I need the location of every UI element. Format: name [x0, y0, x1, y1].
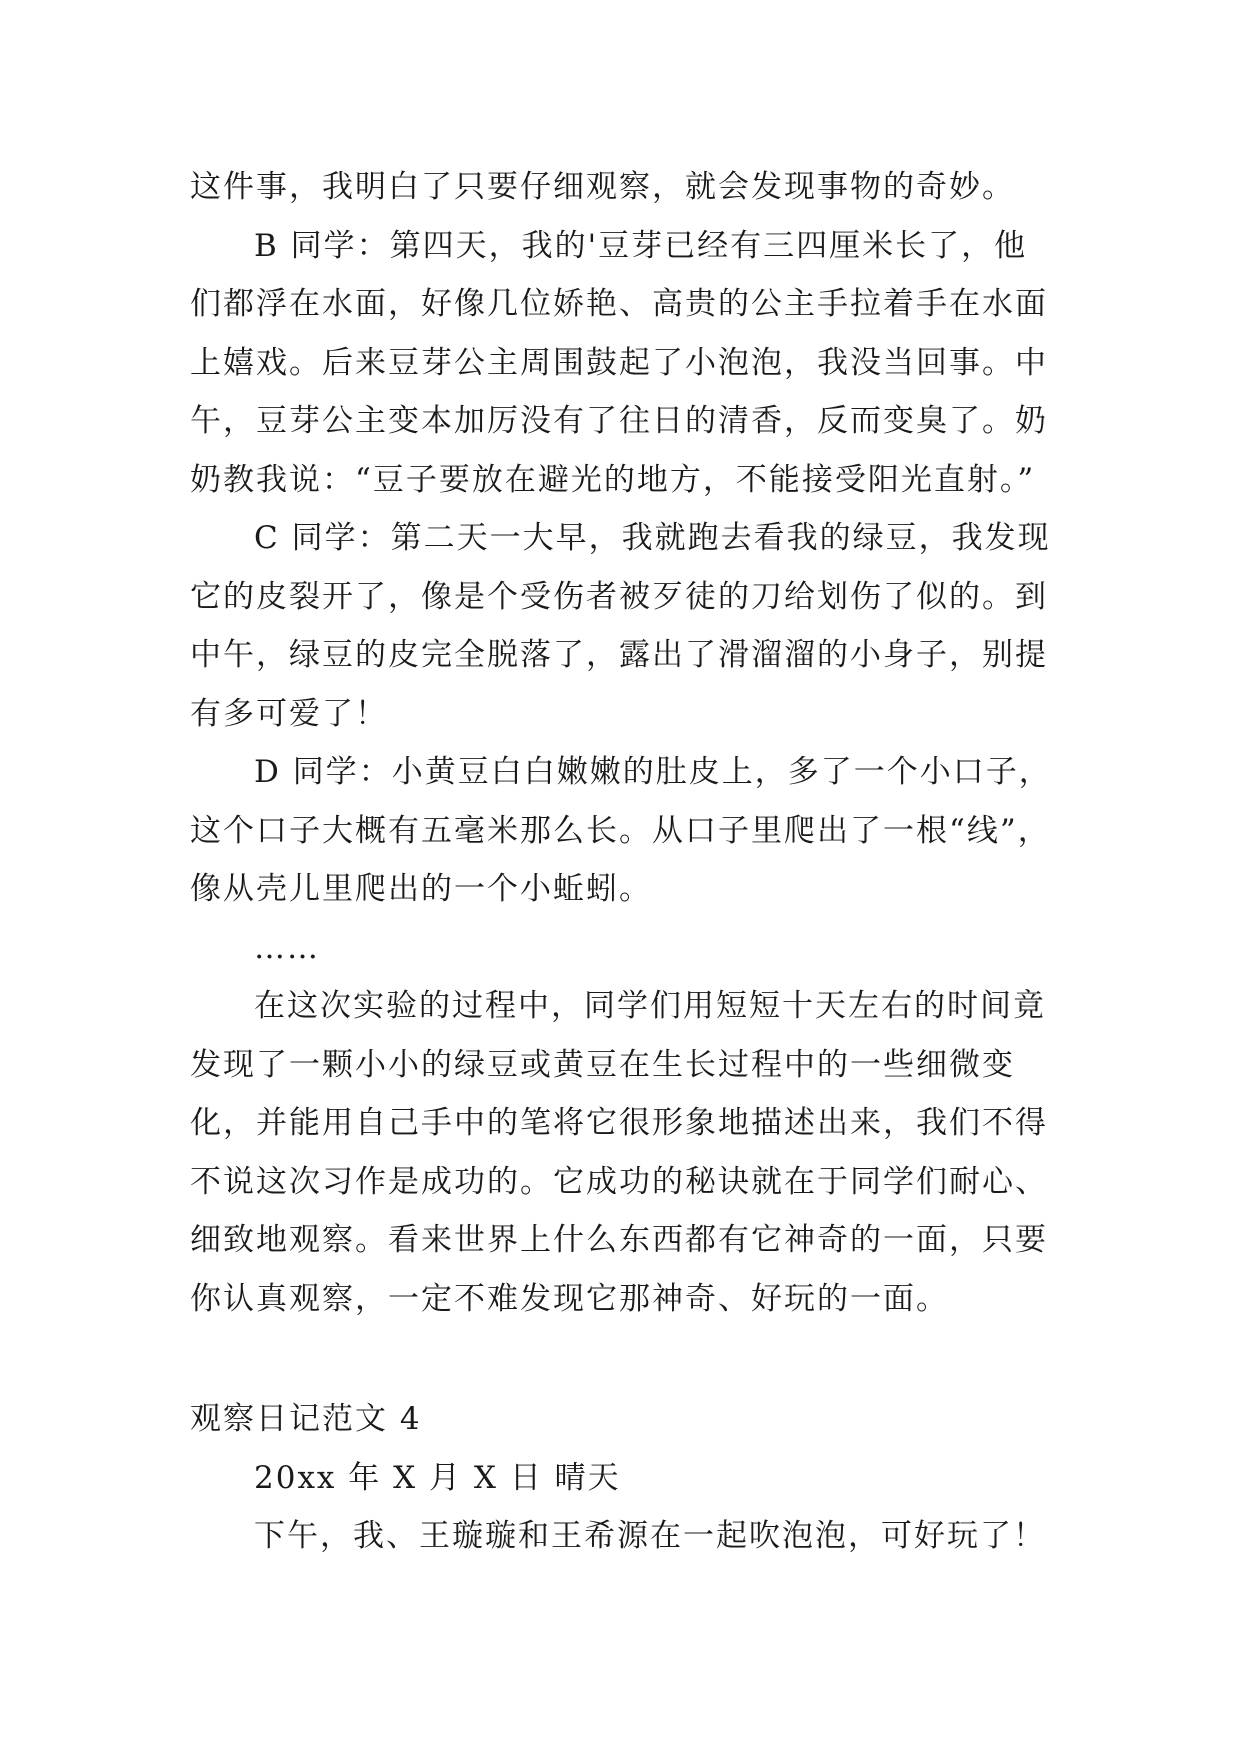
text-line: 细致地观察。看来世界上什么东西都有它神奇的一面，只要 [190, 1222, 1048, 1258]
paragraph-student-c [190, 509, 1070, 743]
section-title: 观察日记范文 4 [190, 1401, 422, 1437]
paragraph-ellipsis [190, 919, 1070, 978]
text-line: 它的皮裂开了，像是个受伤者被歹徒的刀给划伤了似的。到 [190, 578, 1048, 615]
text-line: D 同学：小黄豆白白嫩嫩的肚皮上，多了一个小口子， [254, 754, 1052, 790]
diary-first-line: 下午，我、王璇璇和王希源在一起吹泡泡，可好玩了！ [254, 1518, 1046, 1554]
text-line: 不说这次习作是成功的。它成功的秘诀就在于同学们耐心、 [190, 1163, 1048, 1200]
section-spacer [190, 1328, 1070, 1390]
text-line: 有多可爱了！ [190, 695, 388, 732]
text-line: 化，并能用自己手中的笔将它很形象地描述出来，我们不得 [190, 1105, 1048, 1141]
text-line: 们都浮在水面，好像几位娇艳、高贵的公主手拉着手在水面 [190, 286, 1048, 322]
text-line: 奶教我说：“豆子要放在避光的地方，不能接受阳光直射。” [190, 461, 1036, 498]
paragraph-student-b [190, 217, 1070, 510]
text-line: …… [254, 929, 320, 966]
text-line: C 同学：第二天一大早，我就跑去看我的绿豆，我发现 [254, 520, 1051, 556]
text-line: 这件事，我明白了只要仔细观察，就会发现事物的奇妙。 [190, 169, 1015, 205]
diary-date-line: 20xx 年 X 月 X 日 晴天 [254, 1459, 621, 1496]
text-line: 像从壳儿里爬出的一个小蚯蚓。 [190, 871, 652, 907]
text-line: 上嬉戏。后来豆芽公主周围鼓起了小泡泡，我没当回事。中 [190, 344, 1048, 381]
paragraph-student-d [190, 743, 1070, 919]
text-line: 午，豆芽公主变本加厉没有了往日的清香，反而变臭了。奶 [190, 403, 1048, 439]
text-line: 这个口子大概有五毫米那么长。从口子里爬出了一根“线”， [190, 812, 1051, 849]
text-line: B 同学：第四天，我的'豆芽已经有三四厘米长了，他 [254, 227, 1028, 264]
text-line: 在这次实验的过程中，同学们用短短十天左右的时间竟 [254, 988, 1046, 1024]
text-line: 你认真观察，一定不难发现它那神奇、好玩的一面。 [190, 1280, 949, 1317]
text-line: 中午，绿豆的皮完全脱落了，露出了滑溜溜的小身子，别提 [190, 637, 1048, 673]
document-body [190, 158, 1070, 1566]
text-line: 发现了一颗小小的绿豆或黄豆在生长过程中的一些细微变 [190, 1046, 1015, 1083]
paragraph-conclusion-tail [190, 158, 1070, 217]
paragraph-summary [190, 977, 1070, 1328]
